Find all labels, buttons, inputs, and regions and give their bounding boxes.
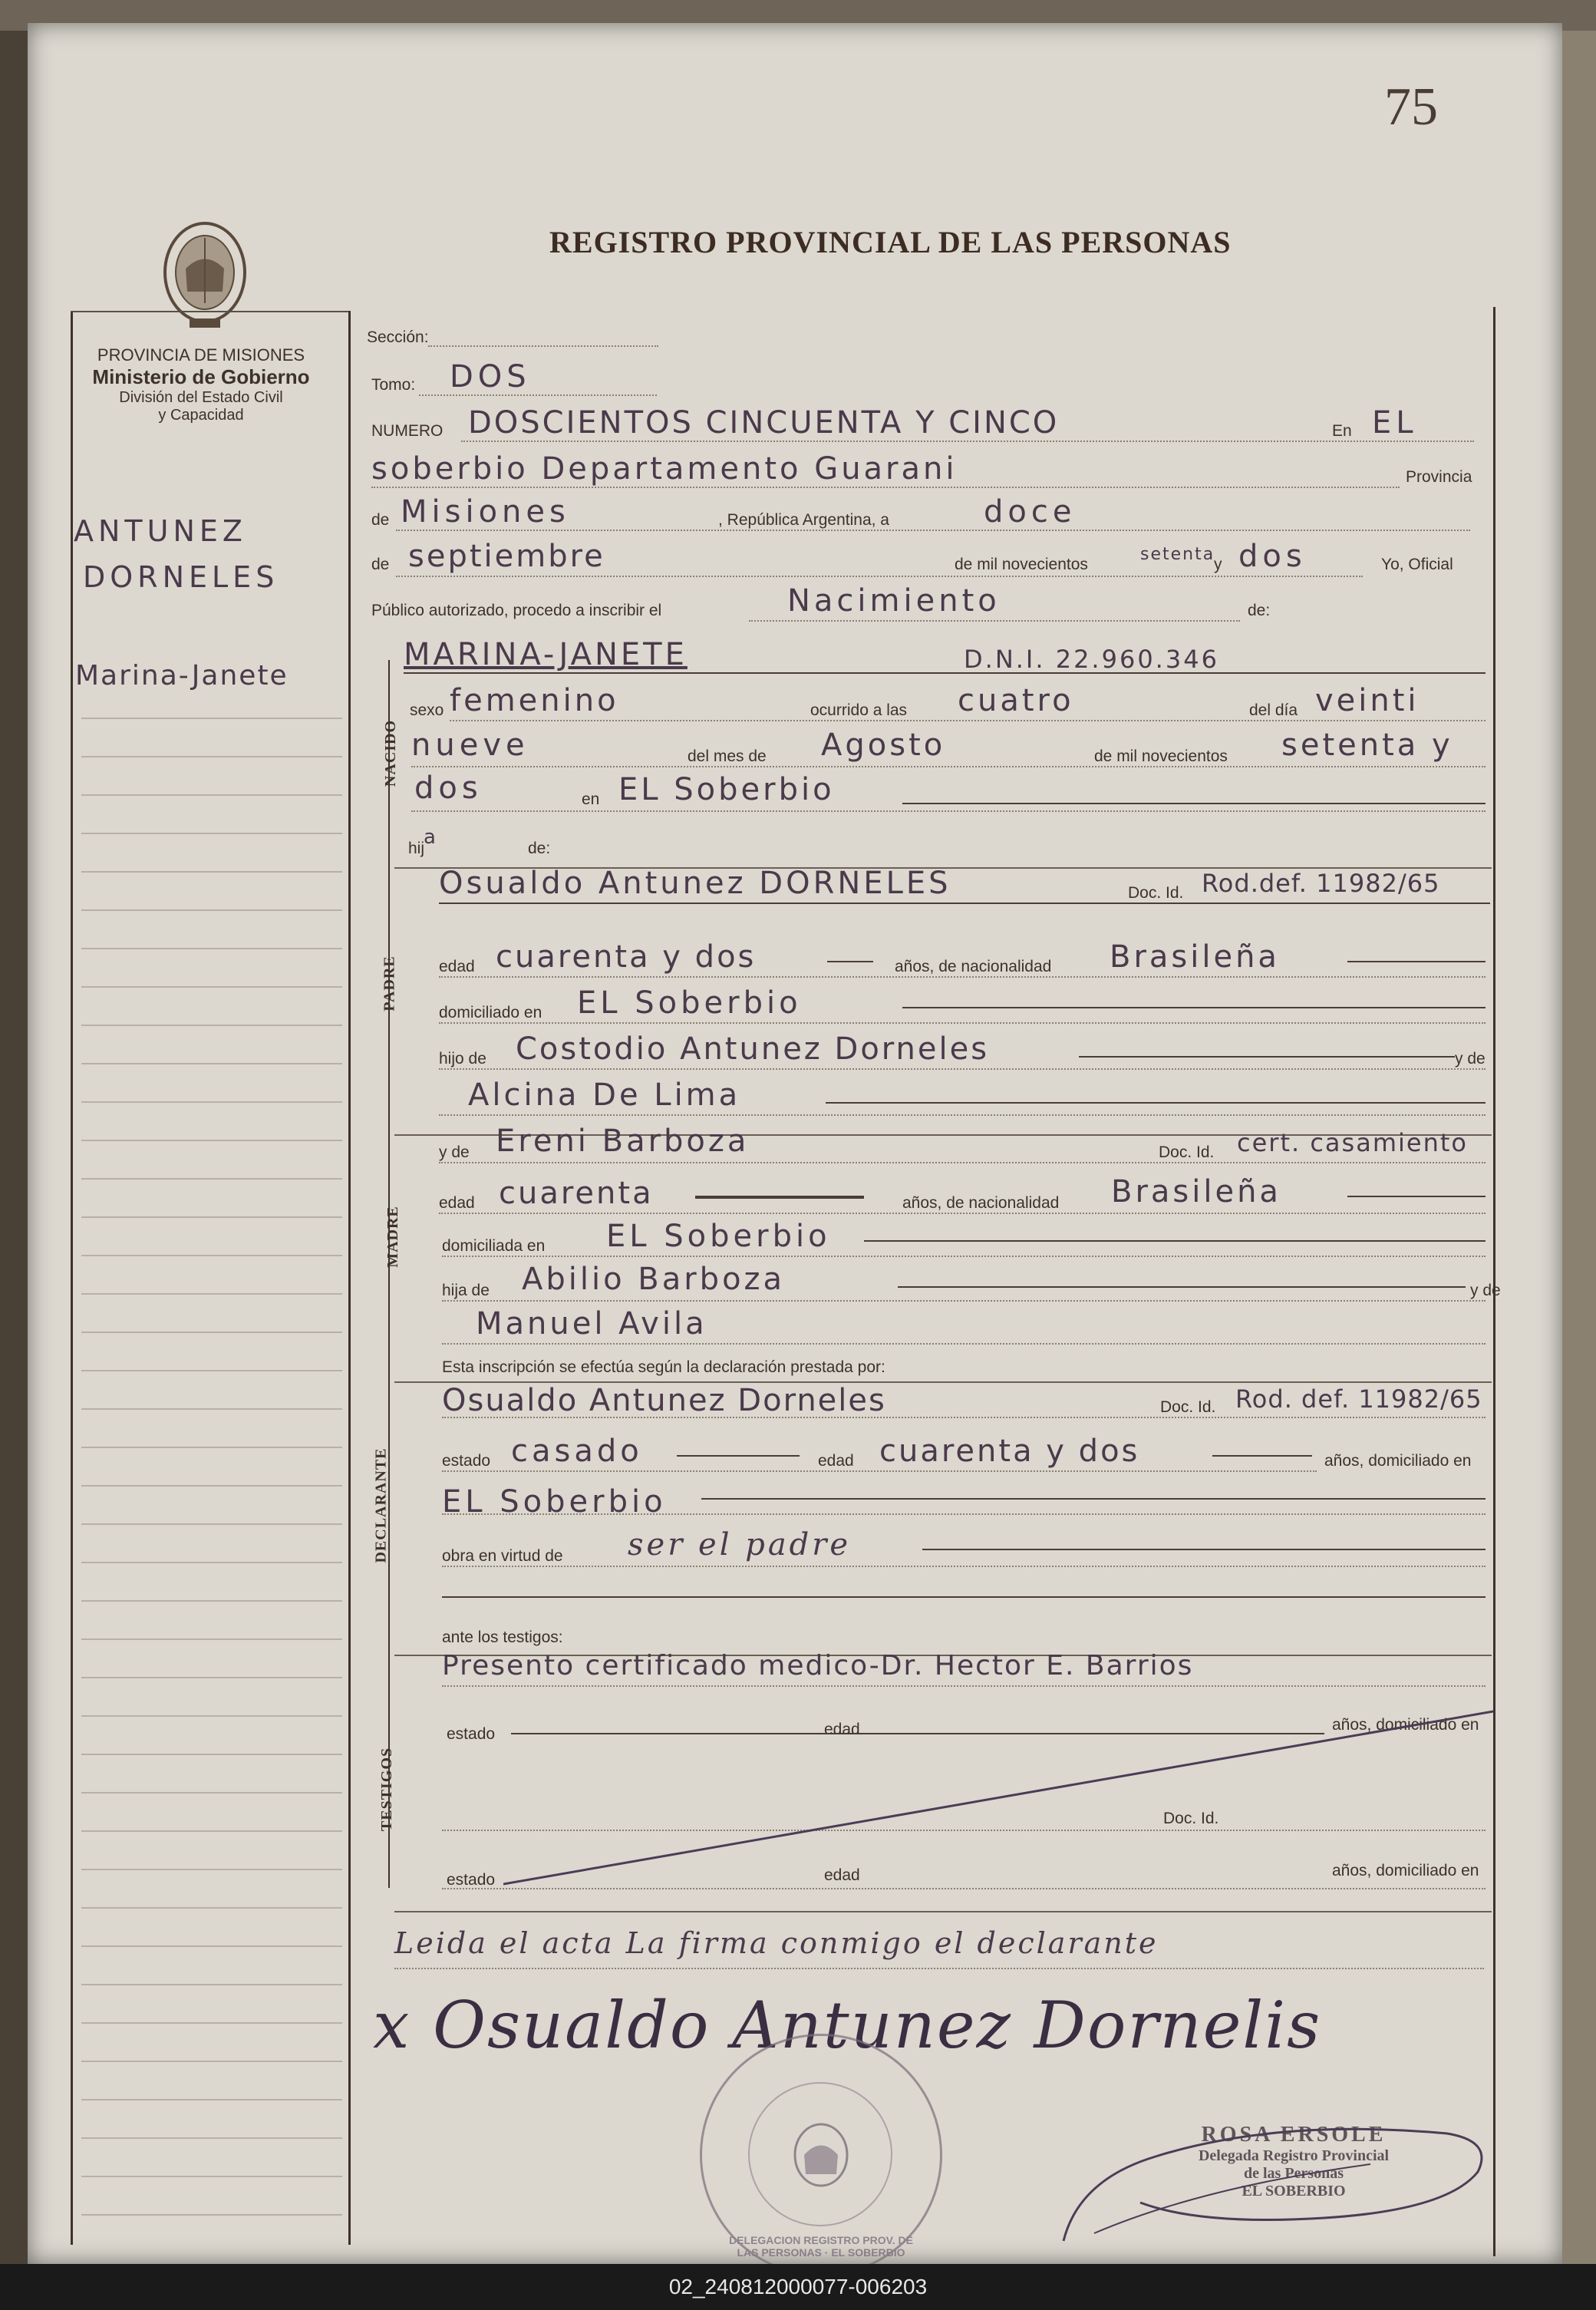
register-page: [28, 23, 1562, 2264]
nombre-line: [404, 672, 1486, 674]
padre-hijo-strike: [1079, 1056, 1455, 1058]
entry-sexo: femenino: [450, 683, 619, 718]
entry-soberbio: soberbio Departamento Guarani: [371, 451, 958, 487]
label-estado3: estado: [447, 1871, 496, 1889]
label-edad3: edad: [818, 1452, 854, 1470]
label-edad2: edad: [439, 1194, 475, 1212]
label-anos-nac: años, de nacionalidad: [895, 958, 1052, 975]
padre-madre-line: [439, 1114, 1486, 1116]
entry-anio-nac2: dos: [414, 771, 483, 806]
ministry-name: Ministerio de Gobierno: [92, 365, 310, 388]
label-y-de: y de: [1455, 1050, 1486, 1068]
label-sexo: sexo: [410, 701, 444, 719]
entry-mes-nac: Agosto: [821, 728, 946, 763]
label-edad: edad: [439, 958, 475, 975]
acto-line: [749, 620, 1240, 622]
label-obra: obra en virtud de: [442, 1547, 563, 1565]
left-margin-line: [71, 311, 73, 2245]
document-title: REGISTRO PROVINCIAL DE LAS PERSONAS: [549, 225, 1232, 259]
entry-padre-madre: Alcina De Lima: [468, 1077, 741, 1113]
estado-line: [442, 1470, 1317, 1472]
declarante-line: [442, 1417, 1486, 1418]
cierre-line: [394, 1968, 1484, 1969]
official-signature-flourish: [1048, 2087, 1509, 2264]
entry-madre-madre: Manuel Avila: [476, 1306, 707, 1341]
declarante-edad-strike: [1212, 1455, 1312, 1457]
ministry-block: [63, 345, 339, 424]
label-y: y: [1214, 556, 1222, 573]
column-divider: [348, 311, 351, 2245]
entry-dia: doce: [984, 494, 1077, 530]
padre-dom-line: [439, 1022, 1486, 1024]
entry-padre-dom: EL Soberbio: [577, 985, 802, 1021]
side-label-testigos: TESTIGOS: [378, 1747, 396, 1832]
sexo-line: [450, 720, 1486, 721]
estado-strike: [677, 1455, 800, 1457]
label-en: En: [1332, 422, 1352, 440]
provincia-line: [396, 530, 1470, 531]
label-anos-nac2: años, de nacionalidad: [902, 1194, 1060, 1212]
label-domiciliada-en: domiciliada en: [442, 1237, 546, 1255]
entry-declarante-dom: EL Soberbio: [442, 1484, 667, 1520]
entry-cierre: Leida el acta La firma conmigo el declarante: [394, 1926, 1159, 1960]
entry-madre-doc: cert. casamiento: [1237, 1128, 1468, 1157]
madre-madre-line: [442, 1343, 1486, 1345]
tomo-line: [419, 394, 657, 396]
madre-nac-strike: [1347, 1196, 1486, 1197]
declarante-dom-line: [442, 1513, 1486, 1515]
section-bracket-line: [388, 660, 390, 1888]
label-y-de2: y de: [439, 1143, 470, 1161]
label-edad4: edad: [824, 1721, 860, 1738]
madre-nombre-line: [439, 1162, 1486, 1163]
padre-madre-strike: [826, 1102, 1486, 1104]
obra-line2: [442, 1596, 1486, 1598]
entry-declarante-estado: casado: [511, 1434, 643, 1469]
entry-declarante: Osualdo Antunez Dorneles: [442, 1383, 886, 1418]
lugar-nac-strike: [902, 803, 1486, 804]
label-en2: en: [582, 790, 600, 808]
madre-dom-line: [442, 1256, 1486, 1257]
label-anos-dom3: años, domiciliado en: [1332, 1862, 1479, 1879]
madre-dom-strike: [864, 1240, 1486, 1242]
label-tomo: Tomo:: [371, 376, 416, 394]
official-stamp-dept: de las Personas: [1244, 2165, 1344, 2182]
declarante-dom-strike: [701, 1498, 1486, 1500]
entry-madre-nombre: Ereni Barboza: [496, 1124, 750, 1159]
entry-hora: cuatro: [958, 683, 1074, 718]
madre-edad-strike: [695, 1196, 864, 1199]
entry-mes: septiembre: [408, 539, 605, 574]
label-anos-dom: años, domiciliado en: [1324, 1452, 1472, 1470]
side-label-madre: MADRE: [384, 1206, 401, 1268]
round-registry-stamp: [700, 2034, 942, 2276]
obra-line: [442, 1566, 1486, 1567]
padre-edad-line: [439, 976, 1486, 978]
margin-given-name: Marina-Janete: [75, 660, 289, 691]
label-doc-id4: Doc. Id.: [1163, 1810, 1219, 1827]
label-provincia: Provincia: [1406, 468, 1472, 486]
label-de2: de: [371, 556, 390, 573]
padre-dom-strike: [902, 1007, 1486, 1008]
entry-declarante-obra: ser el padre: [628, 1527, 852, 1563]
label-estado: estado: [442, 1452, 491, 1470]
entry-nombre: MARINA-JANETE: [404, 637, 688, 672]
label-de: de: [371, 511, 390, 529]
entry-dia-nac: veinti: [1315, 683, 1420, 718]
book-edge-right: [1562, 31, 1596, 2264]
section-divider-testigos: [394, 1911, 1492, 1912]
label-yo-oficial: Yo, Oficial: [1381, 556, 1453, 573]
label-estado2: estado: [447, 1725, 496, 1743]
padre-nac-strike: [1347, 961, 1486, 962]
testigos-line1: [442, 1685, 1486, 1687]
label-hijo-de: hijo de: [439, 1050, 486, 1068]
label-de4: de:: [528, 840, 551, 857]
margin-top-rule: [71, 311, 348, 312]
label-ocurrido: ocurrido a las: [810, 701, 908, 719]
padre-hijo-line: [439, 1068, 1486, 1070]
official-stamp-place: EL SOBERBIO: [1242, 2183, 1346, 2199]
label-doc-id3: Doc. Id.: [1160, 1398, 1216, 1416]
madre-hija-line: [442, 1300, 1486, 1302]
official-stamp-title: Delegada Registro Provincial: [1198, 2147, 1390, 2164]
label-doc-id2: Doc. Id.: [1159, 1143, 1215, 1161]
label-numero: NUMERO: [371, 422, 444, 440]
soberbio-line: [371, 487, 1400, 488]
declarant-signature: x Osualdo Antunez Dornelis: [373, 1988, 1322, 2063]
entry-padre-edad: cuarenta y dos: [496, 939, 757, 975]
label-mil-novecientos: de mil novecientos: [955, 556, 1088, 573]
ministry-province: PROVINCIA DE MISIONES: [97, 345, 305, 365]
official-stamp-name: ROSA ERSOLE: [1201, 2123, 1387, 2147]
mes-line: [396, 576, 1363, 577]
entry-tomo: DOS: [450, 359, 531, 394]
entry-madre-nac: Brasileña: [1111, 1174, 1281, 1209]
entry-anio-a: setenta: [1140, 545, 1215, 564]
entry-en-lugar: EL: [1372, 405, 1418, 441]
provincial-seal-icon: [155, 215, 255, 338]
entry-padre-nombre: Osualdo Antunez DORNELES: [439, 866, 951, 901]
entry-hij-suffix: a: [424, 826, 440, 849]
entry-acto: Nacimiento: [787, 583, 1001, 619]
stamp-seal-icon: [790, 2120, 852, 2190]
ministry-capacity: y Capacidad: [158, 407, 244, 424]
label-ante-testigos: ante los testigos:: [442, 1629, 563, 1646]
cancel-diagonal-line: [503, 1704, 1501, 1896]
entry-padre-hijo-de: Costodio Antunez Dorneles: [516, 1031, 990, 1067]
numero-line: [461, 441, 1474, 442]
round-stamp-text: DELEGACION REGISTRO PROV. DE LAS PERSONAS · EL SOBERBIO: [729, 2234, 913, 2259]
label-hij: hij: [408, 840, 425, 857]
label-doc-id: Doc. Id.: [1128, 884, 1184, 902]
entry-provincia: Misiones: [401, 494, 570, 530]
entry-testigos-nota: Presento certificado medico-Dr. Hector E. Barrios: [442, 1650, 1194, 1681]
obra-strike: [922, 1549, 1486, 1550]
entry-declarante-edad: cuarenta y dos: [879, 1434, 1140, 1469]
padre-edad-strike: [827, 961, 873, 962]
label-del-dia: del día: [1249, 701, 1298, 719]
entry-declarante-doc: Rod. def. 11982/65: [1235, 1384, 1482, 1414]
side-label-padre: PADRE: [381, 955, 398, 1011]
side-label-declarante: DECLARANTE: [372, 1447, 390, 1563]
side-label-nacido: NACIDO: [382, 719, 400, 787]
madre-hija-strike: [898, 1286, 1466, 1288]
entry-anio-nac: setenta y: [1281, 728, 1453, 763]
label-publico: Público autorizado, procedo a inscribir el: [371, 602, 662, 619]
page-number: 75: [1384, 78, 1438, 137]
entry-padre-nac: Brasileña: [1110, 939, 1280, 975]
mes-nac-line: [411, 766, 1486, 767]
label-anos-dom2: años, domiciliado en: [1332, 1716, 1479, 1734]
label-inscripcion: Esta inscripción se efectúa según la declaración prestada por:: [442, 1358, 885, 1376]
margin-surname-2: DORNELES: [83, 560, 279, 594]
margin-surname-1: ANTUNEZ: [74, 514, 247, 548]
padre-nombre-line: [439, 903, 1490, 904]
madre-edad-line: [439, 1213, 1486, 1214]
entry-numero: DOSCIENTOS CINCUENTA Y CINCO: [468, 405, 1060, 441]
label-del-mes: del mes de: [688, 747, 767, 765]
footer-id-bar: 02_240812000077-006203: [0, 2264, 1596, 2310]
entry-lugar-nac: EL Soberbio: [618, 772, 835, 807]
entry-dia-nac2: nueve: [411, 728, 529, 763]
lugar-nac-line: [411, 810, 1486, 812]
ministry-division: División del Estado Civil: [119, 389, 283, 406]
label-y-de3: y de: [1470, 1282, 1501, 1299]
label-mil-nov2: de mil novecientos: [1094, 747, 1228, 765]
label-hija-de: hija de: [442, 1282, 490, 1299]
seccion-line: [428, 345, 658, 347]
entry-madre-hija-de: Abilio Barboza: [522, 1262, 786, 1297]
label-domiciliado-en: domiciliado en: [439, 1004, 542, 1021]
entry-anio-b: dos: [1238, 539, 1307, 574]
label-edad5: edad: [824, 1866, 860, 1884]
entry-padre-doc: Rod.def. 11982/65: [1202, 869, 1440, 898]
entry-dni: D.N.I. 22.960.346: [964, 645, 1219, 674]
label-republica: , República Argentina, a: [718, 511, 889, 529]
label-seccion: Sección:: [367, 328, 429, 346]
entry-madre-edad: cuarenta: [499, 1176, 654, 1211]
label-de3: de:: [1248, 602, 1271, 619]
entry-madre-dom: EL Soberbio: [606, 1219, 831, 1254]
